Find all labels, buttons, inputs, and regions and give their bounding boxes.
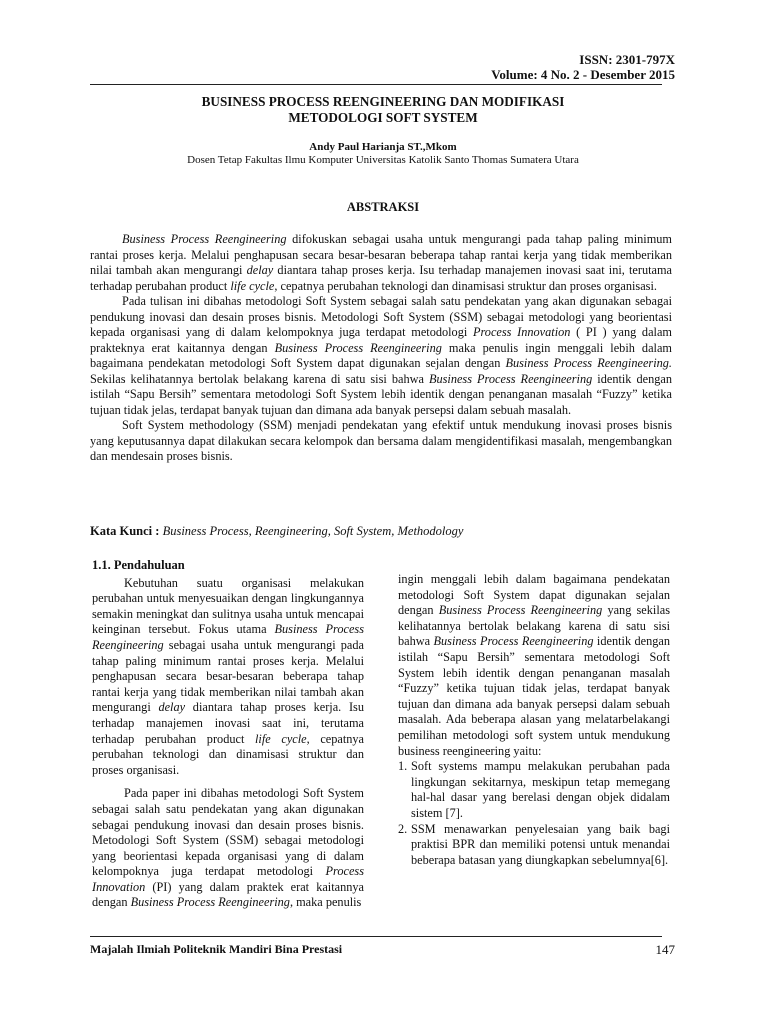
italic-run: Business Process Reengineering (433, 634, 594, 649)
text-run: ingin menggali lebih dalam bagaimana pendekatan metodologi Soft System dapat digunakan sejalan dengan (398, 572, 670, 618)
abstract-heading: ABSTRAKSI (346, 200, 420, 214)
italic-run: delay (158, 700, 186, 715)
author-name: Andy Paul Harianja ST.,Mkom (309, 141, 457, 153)
keywords-label: Kata Kunci : (90, 524, 163, 538)
body-paragraph (398, 572, 670, 759)
text-run: Soft System methodology (SSM) menjadi pendekatan yang efektif untuk mendukung inovasi proses bisnis yang keputusannya dapat dilakukan secara kelompok dan bersama dalam mengidentifikasi masalah, mengembangkan dan mendesain proses bisnis. (90, 418, 672, 463)
italic-run: Business Process Reengineering (122, 232, 287, 246)
text-run: Sekilas kelihatannya bertolak belakang karena di satu sisi bahwa (90, 371, 429, 386)
right-column (398, 572, 670, 868)
page-number: 147 (655, 942, 675, 957)
italic-run: Process Innovation (92, 864, 364, 894)
left-column (92, 558, 364, 911)
volume-info: Volume: 4 No. 2 - Desember 2015 (491, 67, 675, 82)
abstract-paragraph (90, 418, 672, 465)
journal-header (491, 52, 675, 82)
text-run: Pada tulisan ini dibahas metodologi Soft System sebagai salah satu pendekatan yang akan digunakan sebagai pendukung inovasi dan desain proses bisnis. Metodologi Soft System (SSM) sebagai metodologi yang beorientasi kepada organisasi yang di dalam kelompoknya juga terdapat metodologi (90, 294, 672, 339)
text-run: sebagai usaha untuk mengurangi pada tahap paling minimum rantai proses kerja. Melalui penghapusan secara besar-besaran beberapa tahap rantai kerja yang tidak memberikan nilai tambah akan mengurangi (92, 637, 364, 715)
italic-run: Business Process Reengineering (438, 603, 603, 618)
italic-run: Process Innovation (472, 325, 571, 339)
text-run: identik dengan istilah “Sapu Bersih” sementara metodologi Soft System lebih identik dengan penanganan masalah “Fuzzy” ketika tujuan tidak jelas, terdapat banyak tujuan dan dimana ada banyak persepsi dalam sebuah masalah. Ada beberapa alasan yang melatarbelakangi pemilihan metodologi soft system untuk mendukung business reengineering yaitu: (398, 634, 670, 758)
paper-title (90, 94, 676, 126)
text-run: yang sekilas kelihatannya bertolak belakang karena di satu sisi bahwa (398, 603, 670, 649)
list-item (398, 759, 670, 821)
italic-run: Business Process Reengineering. (505, 356, 672, 370)
list-number: 2. (398, 821, 408, 836)
text-run: Pada paper ini dibahas metodologi Soft System sebagai salah satu pendekatan yang akan digunakan sebagai pendukung inovasi dan desain proses bisnis. Metodologi Soft System (SSM) sebagai metodologi yang beorientasi kepada organisasi yang di dalam kelompoknya juga terdapat metodologi (92, 786, 364, 879)
text-run: , cepatnya perubahan teknologi dan dinamisasi struktur dan proses organisasi. (92, 731, 365, 777)
title-line-2: METODOLOGI SOFT SYSTEM (288, 110, 478, 125)
italic-run: Business Process Reengineering (92, 622, 365, 652)
abstract-body (90, 232, 672, 465)
body-paragraph (92, 786, 364, 911)
italic-run: life cycle (230, 278, 275, 293)
issn: ISSN: 2301-797X (579, 52, 675, 67)
text-run: diantara tahap proses kerja. Isu terhadap manajemen inovasi saat ini, terutama terhadap perubahan product (90, 263, 672, 293)
text-run: maka penulis ingin menggali lebih dalam bagaimana pendekatan metodologi Soft System dapat digunakan sejalan dengan (90, 340, 672, 370)
text-run: , maka penulis (289, 895, 362, 910)
list-number: 1. (398, 759, 408, 774)
abstract-paragraph (90, 294, 672, 418)
body-paragraph (92, 576, 364, 779)
title-line-1: BUSINESS PROCESS REENGINEERING DAN MODIFIKASI (201, 94, 565, 109)
text-run: diantara tahap proses kerja. Isu terhadap manajemen inovasi saat ini, terutama terhadap perubahan product (92, 700, 364, 746)
author-affiliation: Dosen Tetap Fakultas Ilmu Komputer Universitas Katolik Santo Thomas Sumatera Utara (187, 154, 579, 166)
italic-run: delay (246, 263, 274, 277)
list-text: SSM menawarkan penyelesaian yang baik bagi praktisi BPR dan memiliki potensi untuk menandai beberapa batasan yang diungkapkan sebelumnya[6]. (411, 821, 670, 867)
keywords-value: Business Process, Reengineering, Soft System, Methodology (162, 524, 464, 538)
italic-run: Business Process Reengineering (130, 895, 290, 910)
text-run: identik dengan istilah “Sapu Bersih” sementara metodologi Soft System lebih identik dengan penanganan masalah “Fuzzy” ketika tujuan tidak jelas, terdapat banyak tujuan dan dimana ada banyak persepsi dalam sebuah masalah. (90, 371, 672, 417)
keywords (90, 524, 672, 539)
list-item (398, 822, 670, 869)
text-run: difokuskan sebagai usaha untuk mengurangi pada tahap paling minimum rantai proses kerja. Melalui penghapusan secara besar-besaran beberapa tahap rantai kerja yang tidak memberikan nilai tambah akan mengurangi (90, 232, 672, 277)
header-divider (90, 84, 662, 85)
text-run: (PI) yang dalam praktek erat kaitannya dengan (92, 879, 364, 910)
text-run: Kebutuhan suatu organisasi melakukan perubahan untuk menyesuaikan dengan lingkungannya semakin meningkat dan sulitnya usaha untuk mencapai keinginan tersebut. Fokus utama (92, 575, 364, 637)
abstract-paragraph (90, 232, 672, 294)
section-heading: 1.1. Pendahuluan (92, 558, 185, 572)
list-text: Soft systems mampu melakukan perubahan pada lingkungan sekitarnya, meskipun tetap memegang hal-hal dasar yang berelasi dengan objek didalam sistem [7]. (411, 759, 670, 820)
text-run: , cepatnya perubahan teknologi dan dinamisasi struktur dan proses organisasi. (274, 278, 657, 293)
italic-run: life cycle (255, 731, 307, 746)
italic-run: Business Process Reengineering (428, 371, 593, 386)
footer-divider (90, 936, 662, 937)
journal-name: Majalah Ilmiah Politeknik Mandiri Bina Prestasi (90, 942, 343, 956)
italic-run: Business Process Reengineering (274, 340, 442, 355)
text-run: ( PI ) yang dalam prakteknya erat kaitannya dengan (90, 325, 672, 355)
